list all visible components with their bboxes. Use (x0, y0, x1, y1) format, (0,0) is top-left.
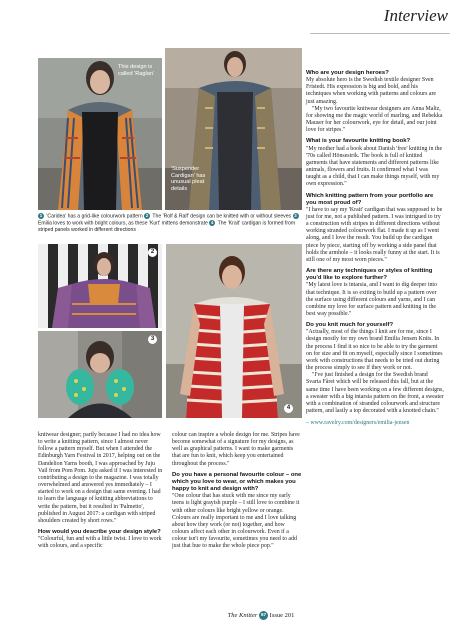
caption-text-2: The 'Rolf & Ralf' design can be knitted with or without sleeves (152, 213, 292, 220)
right-question-3: Which knitting pattern from your portfolio are you most proud of? (306, 192, 434, 206)
right-paragraph-6: "Actually, most of the things I knit are for me, since I design mostly for my own brand Emilia Jensen Knits. In the process I find it so nice to be able to try the garment on for size and fit on myself, especially since I sometimes work with constructions that needs to be tried out during the process simply to see if they work or not. (306, 329, 443, 372)
section-title: Interview (383, 6, 448, 25)
right-question-5: Do you knit much for yourself? (306, 322, 394, 329)
column-right (306, 70, 444, 427)
left-paragraph-2: "Colourful, fun and with a little twist. I love to work with colours, and a specific (38, 536, 162, 550)
column-left (38, 432, 164, 551)
right-question-1: Who are your design heroes? (306, 70, 389, 76)
right-paragraph-2: "My two favourite knitwear designers are Anna Maltz, for showing me the magic world of marling, and Rebekka Mauser for her colourwork, eye for detail, and our joint love for stripes." (306, 105, 443, 134)
caption-num-4: 4 (211, 219, 214, 225)
caption-num-2: 2 (145, 213, 149, 218)
footer-magazine: The Knitter (227, 611, 258, 619)
suspender-callout: 'Suspender Cardigan' has unusual pleat details (171, 166, 206, 192)
mid-paragraph-2: "One colour that has stuck with me since my early teens is light grayish purple – I still love to combine it with other colours like bright yellow or orange. Colours are really important to me and I love talking about how they work (or not) together, and how colours affect each other in colourwork. Even if a colour isn't my favourite, sometimes you need to add just that hue to make the whole piece pop." (172, 493, 300, 550)
photo-caption (38, 213, 302, 233)
mid-paragraph-1: colour can inspire a whole design for me. Stripes have become somewhat of a signature for my designs, as well as graphical patterns. I want to make garments that are fun to knit, which keep you entertained throughout the process." (172, 432, 300, 467)
page-footer (186, 611, 336, 620)
photo-raglan (38, 58, 162, 210)
badge-2: 2 (148, 248, 157, 257)
photo-rolf-ralf (38, 244, 162, 328)
badge-4: 4 (284, 404, 293, 413)
right-paragraph-1: My absolute hero is the Swedish textile designer Sven Fristedt. His expression is big and bold, and his techniques when working with patterns and colours are just amazing. (306, 77, 437, 105)
caption-text-3: Emilia loves to work with bright colours, as these 'Kurt' mittens demonstrate (38, 220, 208, 227)
left-question-1: How would you describe your design style? (38, 529, 161, 536)
caption-num-1: 1 (39, 213, 43, 218)
footer-page-number: 57 (260, 613, 267, 618)
footer-issue: Issue 201 (269, 611, 295, 619)
right-paragraph-5: "My latest love is intarsia, and I want to dig deeper into that technique. It is so exiting to build up a pattern over the surface using different colours and yarns, and I can combine my love for surface pattern and knitting in the best way possible." (306, 282, 437, 317)
caption-text-4: The 'Krait' cardigan is formed from striped panels worked in different directions (38, 220, 296, 233)
photo-krait-cardigan (166, 244, 302, 418)
caption-num-3: 3 (294, 213, 297, 218)
right-paragraph-4: "I have to say my 'Krait' cardigan that was supposed to be just for me, not a published pattern. I was intrigued to try a construction with stripes in different directions without working stranded colourwork flat. I made it up as I went along, and I love the result. You build up the cardigan piece by piece, starting off by working a side panel that holds the armhole – it looks really funny at the start. It is still one of my most worn pieces." (306, 206, 443, 263)
right-question-2: What is your favourite knitting book? (306, 138, 411, 145)
caption-text-1: 'Caridea' has a grid-like colourwork pattern (46, 213, 143, 220)
left-paragraph-1: knitwear designer; partly because I had no idea how to write a knitting pattern, since I almost never follow a pattern myself. But when I attended the Edinburgh Yarn Festival in 2017, helping out on the Dandelion Yarns booth, I was approached by Juju Vail from Pom Pom. Juju asked if I was interested in contributing a design to the magazine. I was totally overwhelmed and answered yes immediately – I started to work on a design that same evening. I had to learn the language of knitting abbreviations to write the pattern, but it resulted in 'Palmetto', published in August 2017: a cardigan with striped shoulders created by short rows." (38, 432, 163, 524)
photo-kurt-mittens (38, 331, 162, 418)
header-divider (310, 33, 450, 34)
right-question-4: Are there any techniques or styles of knitting you'd like to explore further? (306, 268, 433, 282)
right-paragraph-7: "I've just finished a design for the Swedish brand Svarta Fåret which will be released this fall, but at the same time I have been working on a few different designs, a sweater with a big intarsia pattern on the front, a sweater with a combination of stranded colourwork and structure pattern, and lastly a top decorated with a knotted chain." (306, 372, 444, 415)
ravelry-link[interactable]: – www.ravelry.com/designers/emilia-jensen (306, 420, 410, 427)
badge-3: 3 (148, 335, 157, 344)
column-middle (172, 432, 302, 551)
photo-suspender-cardigan (165, 48, 302, 210)
right-paragraph-3: "My mother had a book about Danish 'free' knitting in the '70s called Hönsestrik. The book is full of knitted garments that have statements and different patterns like animals, flowers and fruits. It confirmed what I was taught as a child, that I can make things myself, with my own expression." (306, 145, 443, 188)
mid-question-1: Do you have a personal favourite colour – one which you love to wear, or which makes you happy to knit and design with? (172, 471, 302, 493)
raglan-callout: This design is called 'Raglan' (118, 64, 155, 77)
